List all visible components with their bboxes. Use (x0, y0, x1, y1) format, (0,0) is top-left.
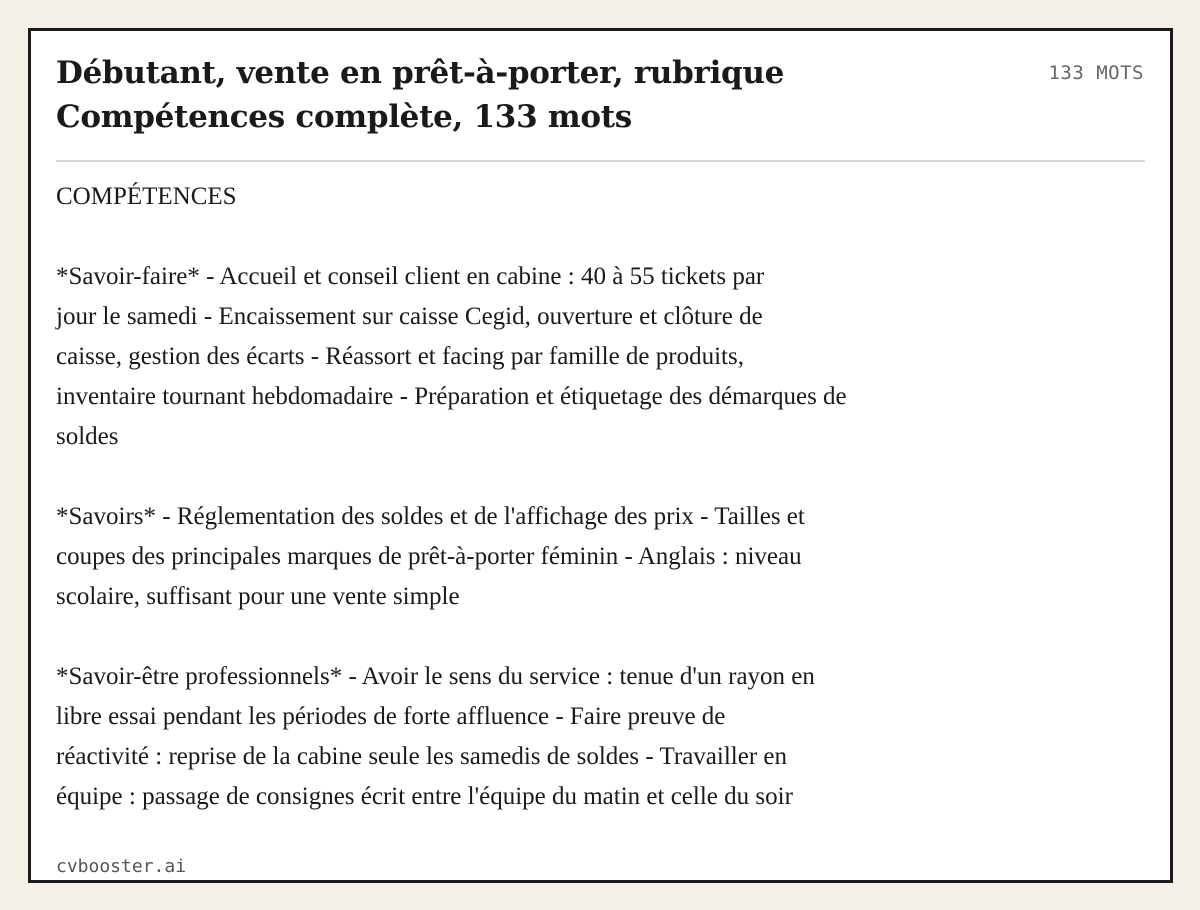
document-header (56, 51, 1145, 161)
text-line: caisse, gestion des écarts - Réassort et facing par famille de produits, (56, 343, 744, 370)
text-line: libre essai pendant les périodes de forte affluence - Faire preuve de (56, 703, 726, 730)
paragraph-savoir-faire (56, 257, 1116, 457)
header-divider (56, 160, 1145, 162)
text-line: équipe : passage de consignes écrit entre l'équipe du matin et celle du soir (56, 783, 793, 810)
section-heading: COMPÉTENCES (56, 183, 237, 210)
paragraph-spacer (56, 457, 1116, 497)
text-line: inventaire tournant hebdomadaire - Préparation et étiquetage des démarques de (56, 383, 847, 410)
text-line: réactivité : reprise de la cabine seule les samedis de soldes - Travailler en (56, 743, 787, 770)
footer-brand: cvbooster.ai (56, 856, 187, 877)
document-card (28, 28, 1173, 883)
document-body (56, 177, 1116, 817)
text-line: *Savoir-faire* - Accueil et conseil client en cabine : 40 à 55 tickets par (56, 263, 765, 290)
text-line: jour le samedi - Encaissement sur caisse Cegid, ouverture et clôture de (56, 303, 763, 330)
text-line: soldes (56, 423, 119, 450)
text-line: *Savoirs* - Réglementation des soldes et de l'affichage des prix - Tailles et (56, 503, 805, 530)
word-count-badge: 133 MOTS (1048, 62, 1144, 84)
text-line: coupes des principales marques de prêt-à-porter féminin - Anglais : niveau (56, 543, 802, 570)
paragraph-savoirs (56, 497, 1116, 617)
paragraph-spacer (56, 617, 1116, 657)
document-title: Débutant, vente en prêt-à-porter, rubrique Compétences complète, 133 mots (56, 55, 785, 135)
paragraph-savoir-etre (56, 657, 1116, 817)
paragraph-spacer (56, 217, 1116, 257)
text-line: scolaire, suffisant pour une vente simple (56, 583, 460, 610)
text-line: *Savoir-être professionnels* - Avoir le sens du service : tenue d'un rayon en (56, 663, 815, 690)
